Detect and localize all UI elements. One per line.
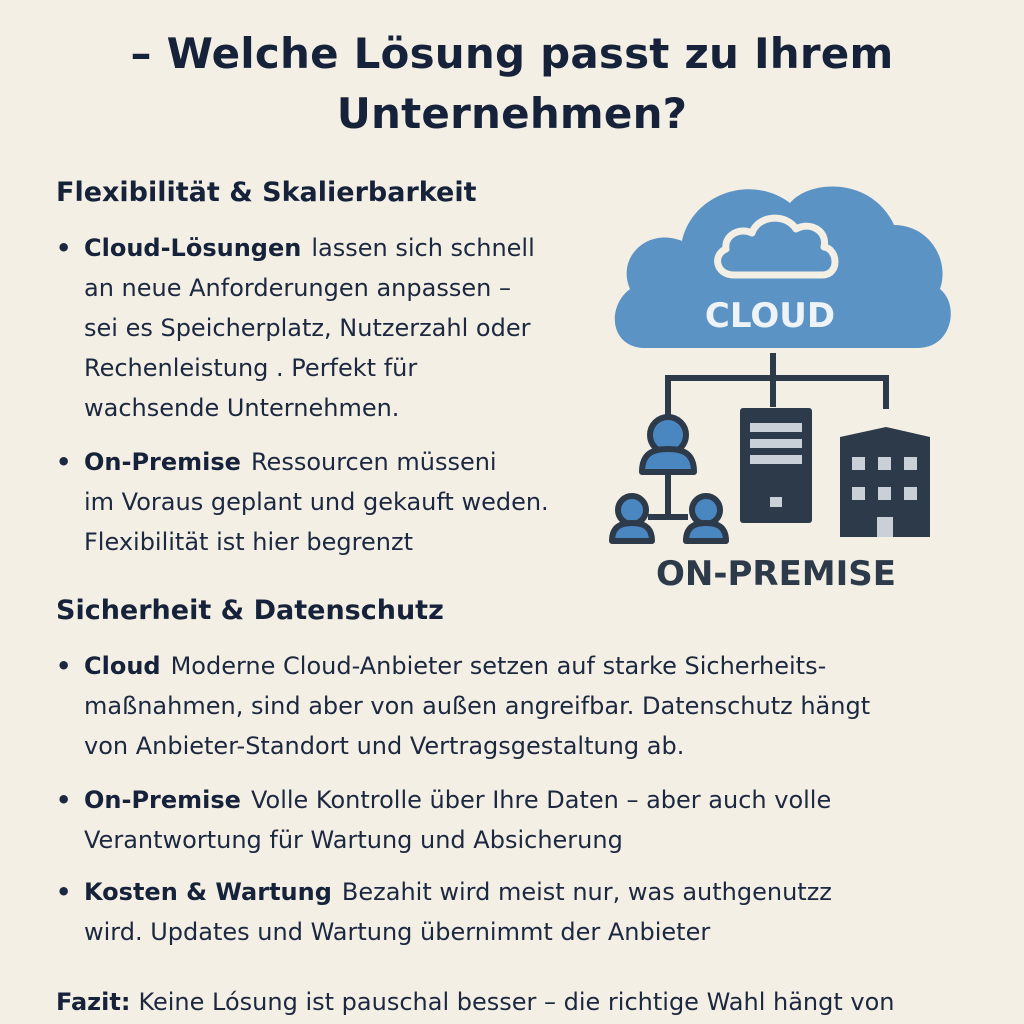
bullet-line: wird. Updates und Wartung übernimmt der Anbieter (84, 918, 711, 946)
section-heading-flexibility: Flexibilität & Skalierbarkeit (56, 177, 477, 208)
bullet-line: an neue Anforderungen anpassen – (84, 274, 511, 302)
cloud-onpremise-illustration (600, 165, 960, 600)
cloud-label: CLOUD (704, 296, 836, 336)
bullet-line: Rechenleistung . Perfekt für (84, 354, 418, 382)
bullet-dot: • (56, 878, 72, 906)
bullet-line: Verantwortung für Wartung und Absicherung (84, 826, 623, 854)
on-premise-label: ON-PREMISE (656, 554, 896, 594)
bullet-costs-maintenance (56, 872, 986, 952)
bullet-line: lassen sich schnell (311, 234, 535, 262)
page-title-line-1: – Welche Lösung passt zu Ihrem (130, 29, 894, 78)
bullet-cloud-flexibility (56, 228, 586, 428)
bullet-lead-on-premise: On-Premise (84, 786, 241, 814)
bullet-lead-cloud-solutions: Cloud-Lösungen (84, 234, 302, 262)
bullet-line: im Voraus geplant und gekauft weden. (84, 488, 549, 516)
bullet-line: Bezahit wird meist nur, was authgenutzz (341, 878, 832, 906)
conclusion-lead: Fazit: (56, 988, 131, 1016)
bullet-dot: • (56, 448, 72, 476)
bullet-cloud-security (56, 646, 986, 766)
bullet-line: von Anbieter-Standort und Vertragsgestaltung ab. (84, 732, 685, 760)
cloud-icon (615, 186, 951, 348)
bullet-lead-costs: Kosten & Wartung (84, 878, 332, 906)
user-group-icon (612, 417, 726, 541)
bullet-dot: • (56, 234, 72, 262)
bullet-line: Moderne Cloud-Anbieter setzen auf starke Sicherheits- (170, 652, 827, 680)
bullet-line: Flexibilität ist hier begrenzt (84, 528, 413, 556)
illustration-svg (600, 165, 960, 600)
page-title (0, 24, 1024, 144)
bullet-lead-cloud: Cloud (84, 652, 161, 680)
bullet-onprem-security (56, 780, 986, 860)
office-building-icon (840, 427, 930, 537)
conclusion-text: Keine Lósung ist pauschal besser – die richtige Wahl hängt von (138, 988, 895, 1016)
bullet-lead-on-premise: On-Premise (84, 448, 241, 476)
page-title-line-2: Unternehmen? (336, 89, 688, 138)
section-heading-security: Sicherheit & Datenschutz (56, 595, 444, 626)
bullet-onprem-flexibility (56, 442, 596, 562)
bullet-dot: • (56, 786, 72, 814)
bullet-line: Ressourcen müsseni (250, 448, 497, 476)
bullet-line: sei es Speicherplatz, Nutzerzahl oder (84, 314, 531, 342)
bullet-dot: • (56, 652, 72, 680)
bullet-line: Volle Kontrolle über Ihre Daten – aber auch volle (250, 786, 832, 814)
bullet-line: maßnahmen, sind aber von außen angreifbar. Datenschutz hängt (84, 692, 871, 720)
conclusion (56, 982, 996, 1022)
connector-lines (668, 353, 886, 415)
server-icon (740, 408, 812, 523)
bullet-line: wachsende Unternehmen. (84, 394, 400, 422)
